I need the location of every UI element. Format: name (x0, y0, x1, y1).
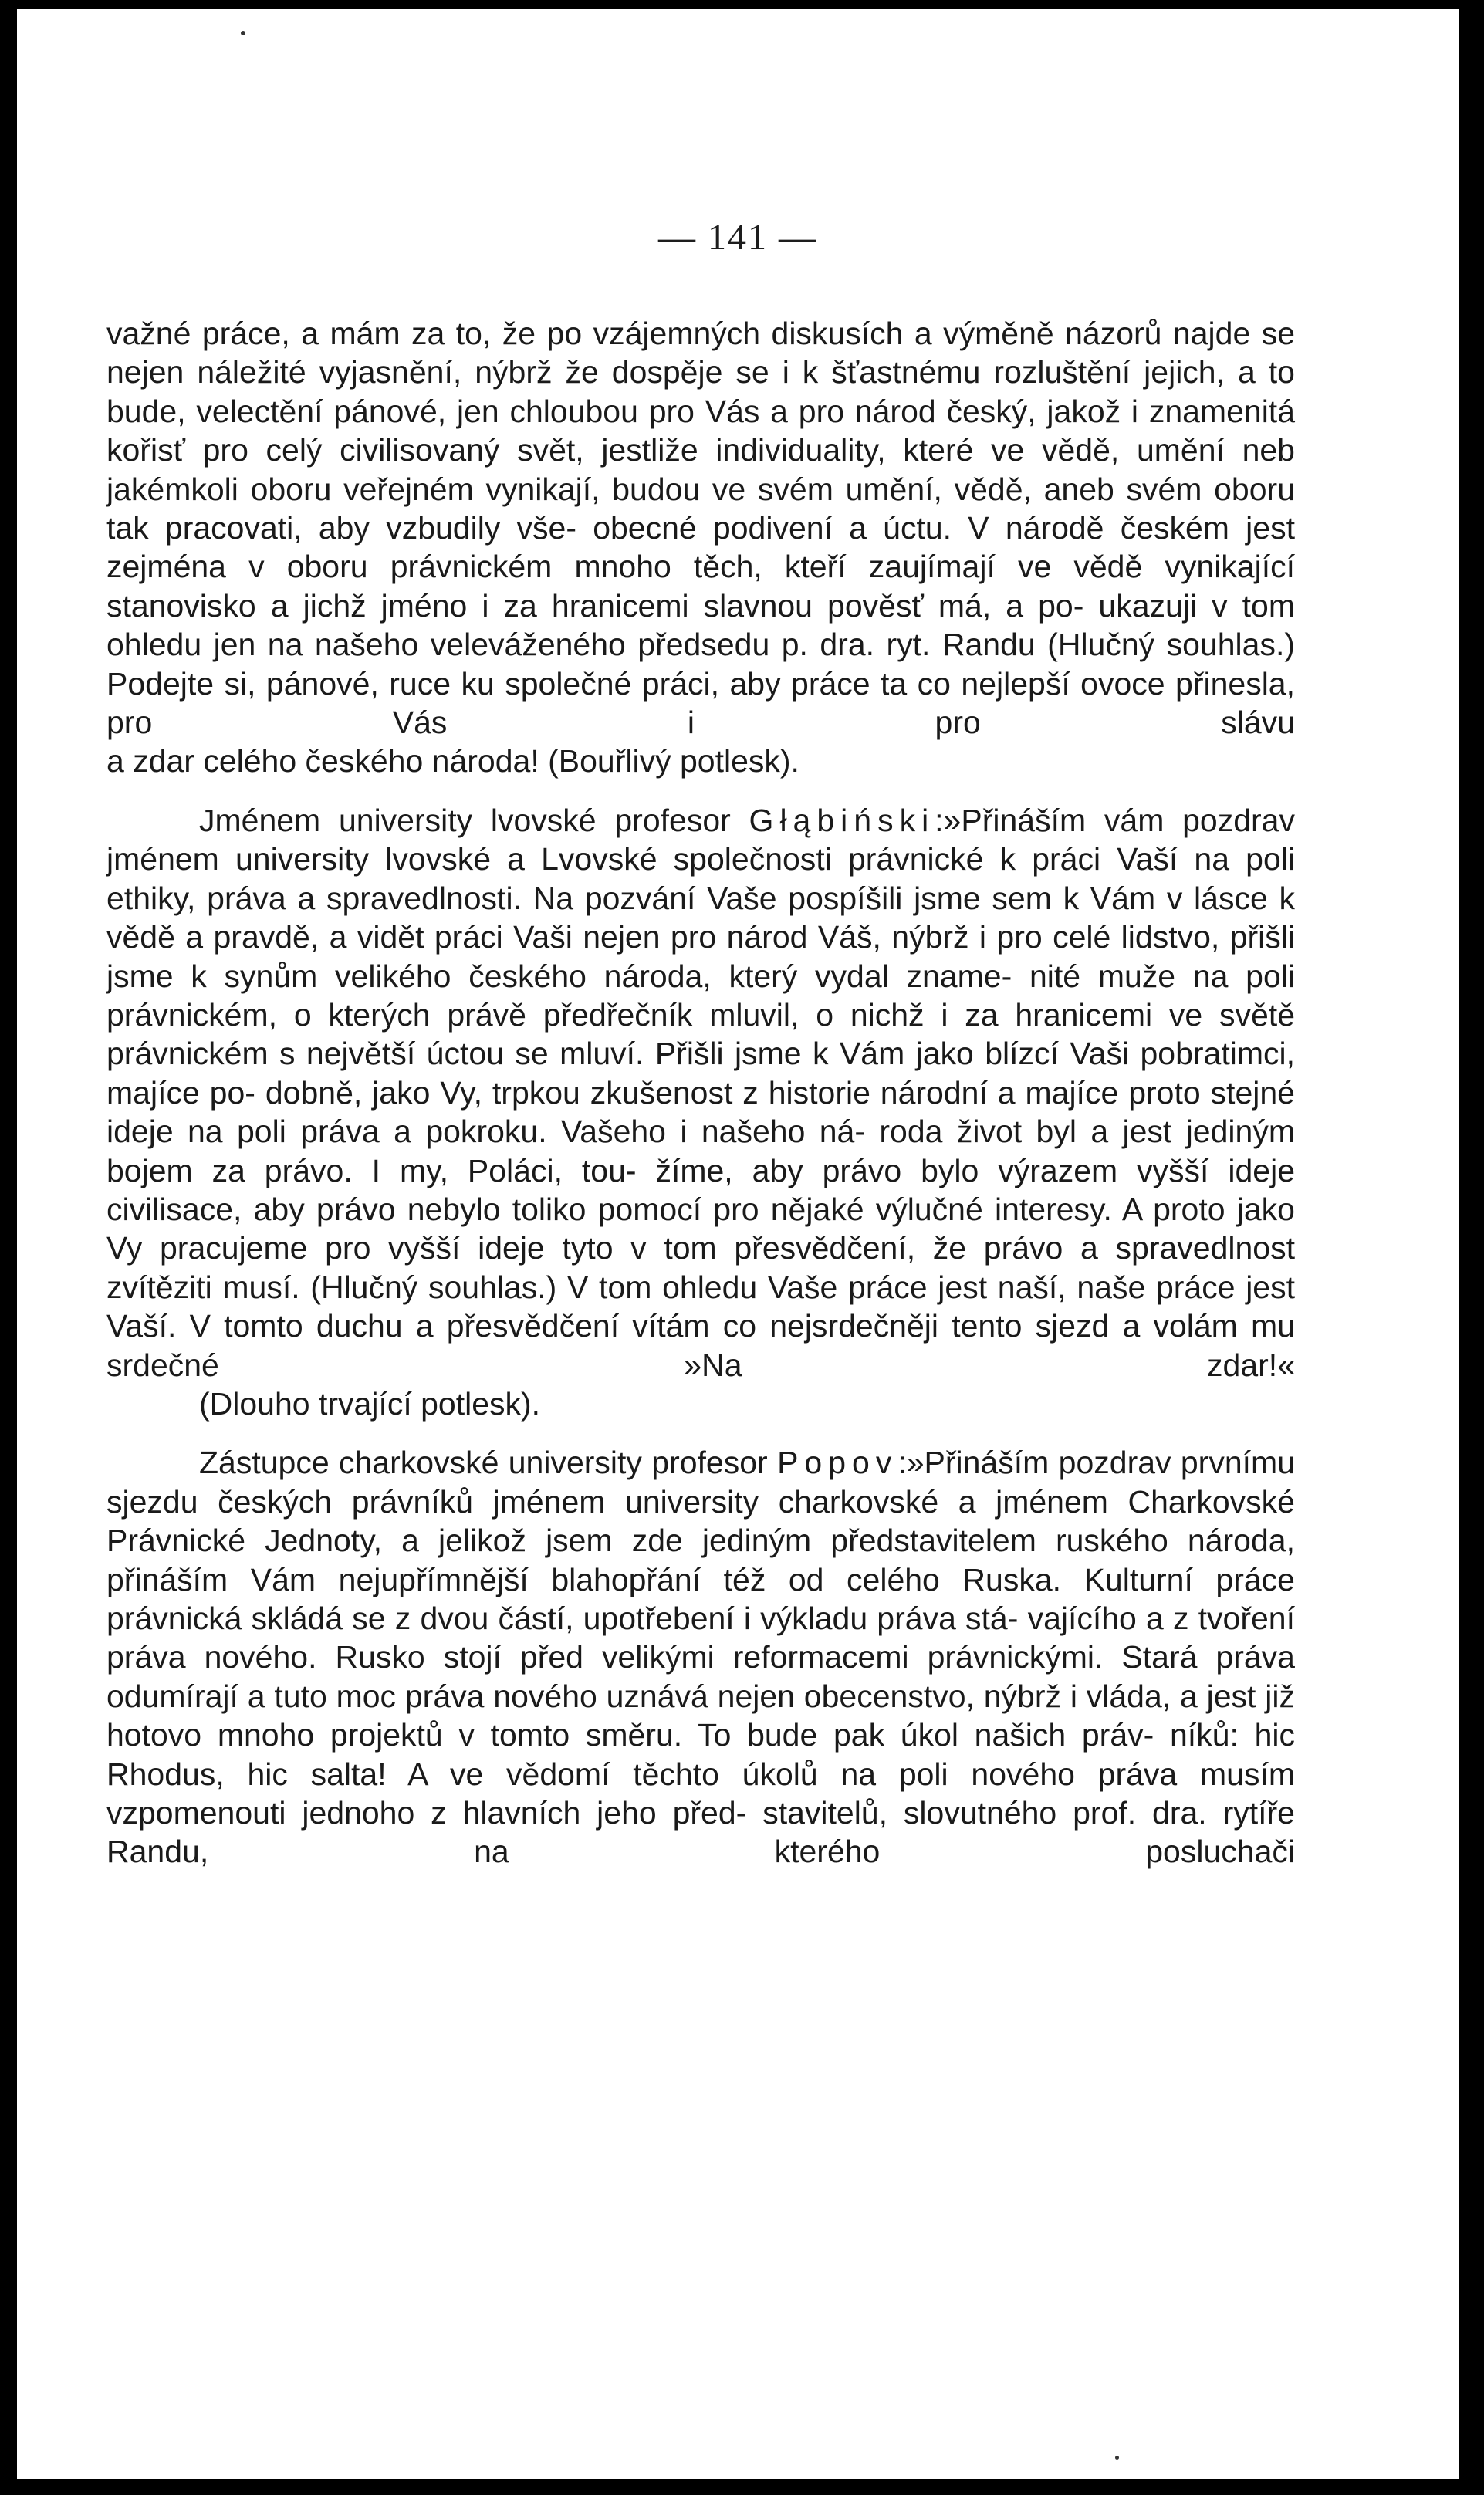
text-line: nejupřímnější blahopřání též od celého Ruska. Kulturní práce (338, 1561, 1295, 1597)
speaker-name: Głąbiński (749, 802, 935, 838)
text-line: mluví. Přišli jsme k Vám jako blízcí Vaši pobratimci, majíce po- (106, 1036, 1295, 1111)
page-number: — 141 — (658, 217, 817, 258)
text-line: Vy pracujeme pro vyšší ideje tyto v tom přesvědčení, že právo (106, 1230, 1063, 1266)
text-line: pro celý civilisovaný svět, jestliže individuality, které ve vědě, (202, 432, 1120, 468)
text-line: proto stejné ideje na poli práva a pokroku. Vašeho i našeho ná- (106, 1074, 1295, 1150)
body-text (106, 314, 1295, 1871)
scan-speck (1115, 2456, 1119, 2460)
text-line: vajícího a z tvoření práva nového. Rusko stojí před velikými (106, 1601, 1295, 1675)
paragraph-lead: Zástupce charkovské university profesor (199, 1445, 768, 1481)
text-line: važné práce, a mám za to, že po vzájemných diskusích a výměně (106, 316, 1054, 351)
text-line: právnickém mnoho těch, kteří zaujímají ve vědě vynikající (390, 549, 1295, 585)
paragraph-2 (106, 801, 1295, 1424)
text-line: a zdar celého českého národa! (Bouřlivý potlesk). (106, 743, 799, 779)
text-line: práce jest naší, naše práce jest Vaší. V tomto duchu a přesvědčení (106, 1269, 1295, 1344)
paragraph-lead: Jménem university lvovské profesor (199, 802, 731, 838)
text-line: obecné podivení a úctu. V národě českém jest zejména v oboru (106, 510, 1295, 585)
text-line: přišli jsme k synům velikého českého národa, který vydal zname- (106, 919, 1295, 994)
paragraph-1 (106, 314, 1295, 781)
paragraph-3 (106, 1443, 1295, 1871)
text-line: a vidět práci Vaši nejen pro národ Váš, nýbrž i pro celé lidstvo, (329, 919, 1220, 955)
text-line: i k šťastnému rozluštění jejich, a to bude, velectění pánové, jen (106, 354, 1295, 429)
text-line: nového uznává nejen obecenstvo, nýbrž i vláda, a jest již hotovo (106, 1678, 1295, 1753)
text-line: a spravedlnost zvítěziti musí. (Hlučný souhlas.) V tom ohledu Vaše (106, 1230, 1295, 1305)
text-line: nového práva musím vzpomenouti jednoho z hlavních jeho před- (106, 1756, 1295, 1831)
text-line: mnoho projektů v tomto směru. To bude pak úkol našich práv- (217, 1717, 1154, 1753)
paragraph-lead-rest: :»Přináším (897, 1445, 1050, 1481)
text-line: roda život byl a jest jediným bojem za právo. I my, Poláci, tou- (106, 1114, 1295, 1188)
text-line: ryt. Randu (Hlučný souhlas.) Podejte si, pánové, ruce ku společné (106, 627, 1295, 702)
text-line: stavitelů, slovutného prof. dra. rytíře Randu, na kterého posluchači (106, 1795, 1295, 1870)
text-line: vám pozdrav jménem university lvovské a Lvovské společnosti (106, 802, 1295, 877)
text-line: jsem zde jediným představitelem ruského národa, přináším Vám (106, 1523, 1295, 1597)
text-line: ukazuji v tom ohledu jen na našeho veleváženého předsedu p. dra. (106, 587, 1295, 663)
text-line: pozdrav prvnímu sjezdu českých právníků jménem university (106, 1445, 1295, 1520)
text-line: chloubou pro Vás a pro národ český, jakož i znamenitá kořisť (106, 393, 1295, 468)
scan-speck (241, 31, 245, 35)
text-line: o nichž i za hranicemi ve světě právnickém s největší úctou se (106, 996, 1295, 1072)
text-line: umění, vědě, aneb svém oboru tak pracovati, aby vzbudily vše- (106, 471, 1295, 546)
paragraph-lead-rest: :»Přináším (935, 802, 1087, 838)
text-line: nité muže na poli právnickém, o kterých právě předřečník mluvil, (106, 958, 1295, 1033)
text-line: žíme, aby právo bylo výrazem vyšší ideje civilisace, aby právo (106, 1152, 1295, 1227)
text-line: umění neb jakémkoli oboru veřejném vynikají, budou ve svém (106, 432, 1295, 507)
text-line: názorů najde se nejen náležité vyjasnění, nýbrž že dospěje se (106, 316, 1295, 390)
text-line: vítám co nejsrdečněji tento sjezd a volám mu srdečné »Na zdar!« (106, 1308, 1295, 1383)
text-line: stanovisko a jichž jméno i za hranicemi slavnou pověsť má, a po- (106, 587, 1084, 624)
text-line: pozvání Vaše pospíšili jsme sem k Vám v lásce k vědě a pravdě, (106, 880, 1295, 955)
text-line: nebylo toliko pomocí pro nějaké výlučné interesy. A proto jako (407, 1191, 1295, 1227)
speaker-name: Popov (777, 1445, 898, 1481)
text-line: níků: hic Rhodus, hic salta! A ve vědomí těchto úkolů na poli (106, 1717, 1295, 1792)
text-line: práci, aby práce ta co nejlepší ovoce přinesla, pro Vás i pro slávu (106, 665, 1295, 741)
text-line: charkovské a jménem Charkovské Právnické Jednoty, a jelikož (106, 1483, 1295, 1559)
book-page (17, 9, 1459, 2479)
text-line: právnická skládá se z dvou částí, upotřebení i výkladu práva stá- (106, 1601, 1019, 1636)
text-line: (Dlouho trvající potlesk). (199, 1385, 541, 1422)
text-line: právnické k práci Vaší na poli ethiky, práva a spravedlnosti. Na (106, 841, 1295, 916)
text-line: reformacemi právnickými. Stará práva odumírají a tuto moc práva (106, 1639, 1295, 1714)
text-line: dobně, jako Vy, trpkou zkušenost z historie národní a majíce (265, 1074, 1119, 1111)
